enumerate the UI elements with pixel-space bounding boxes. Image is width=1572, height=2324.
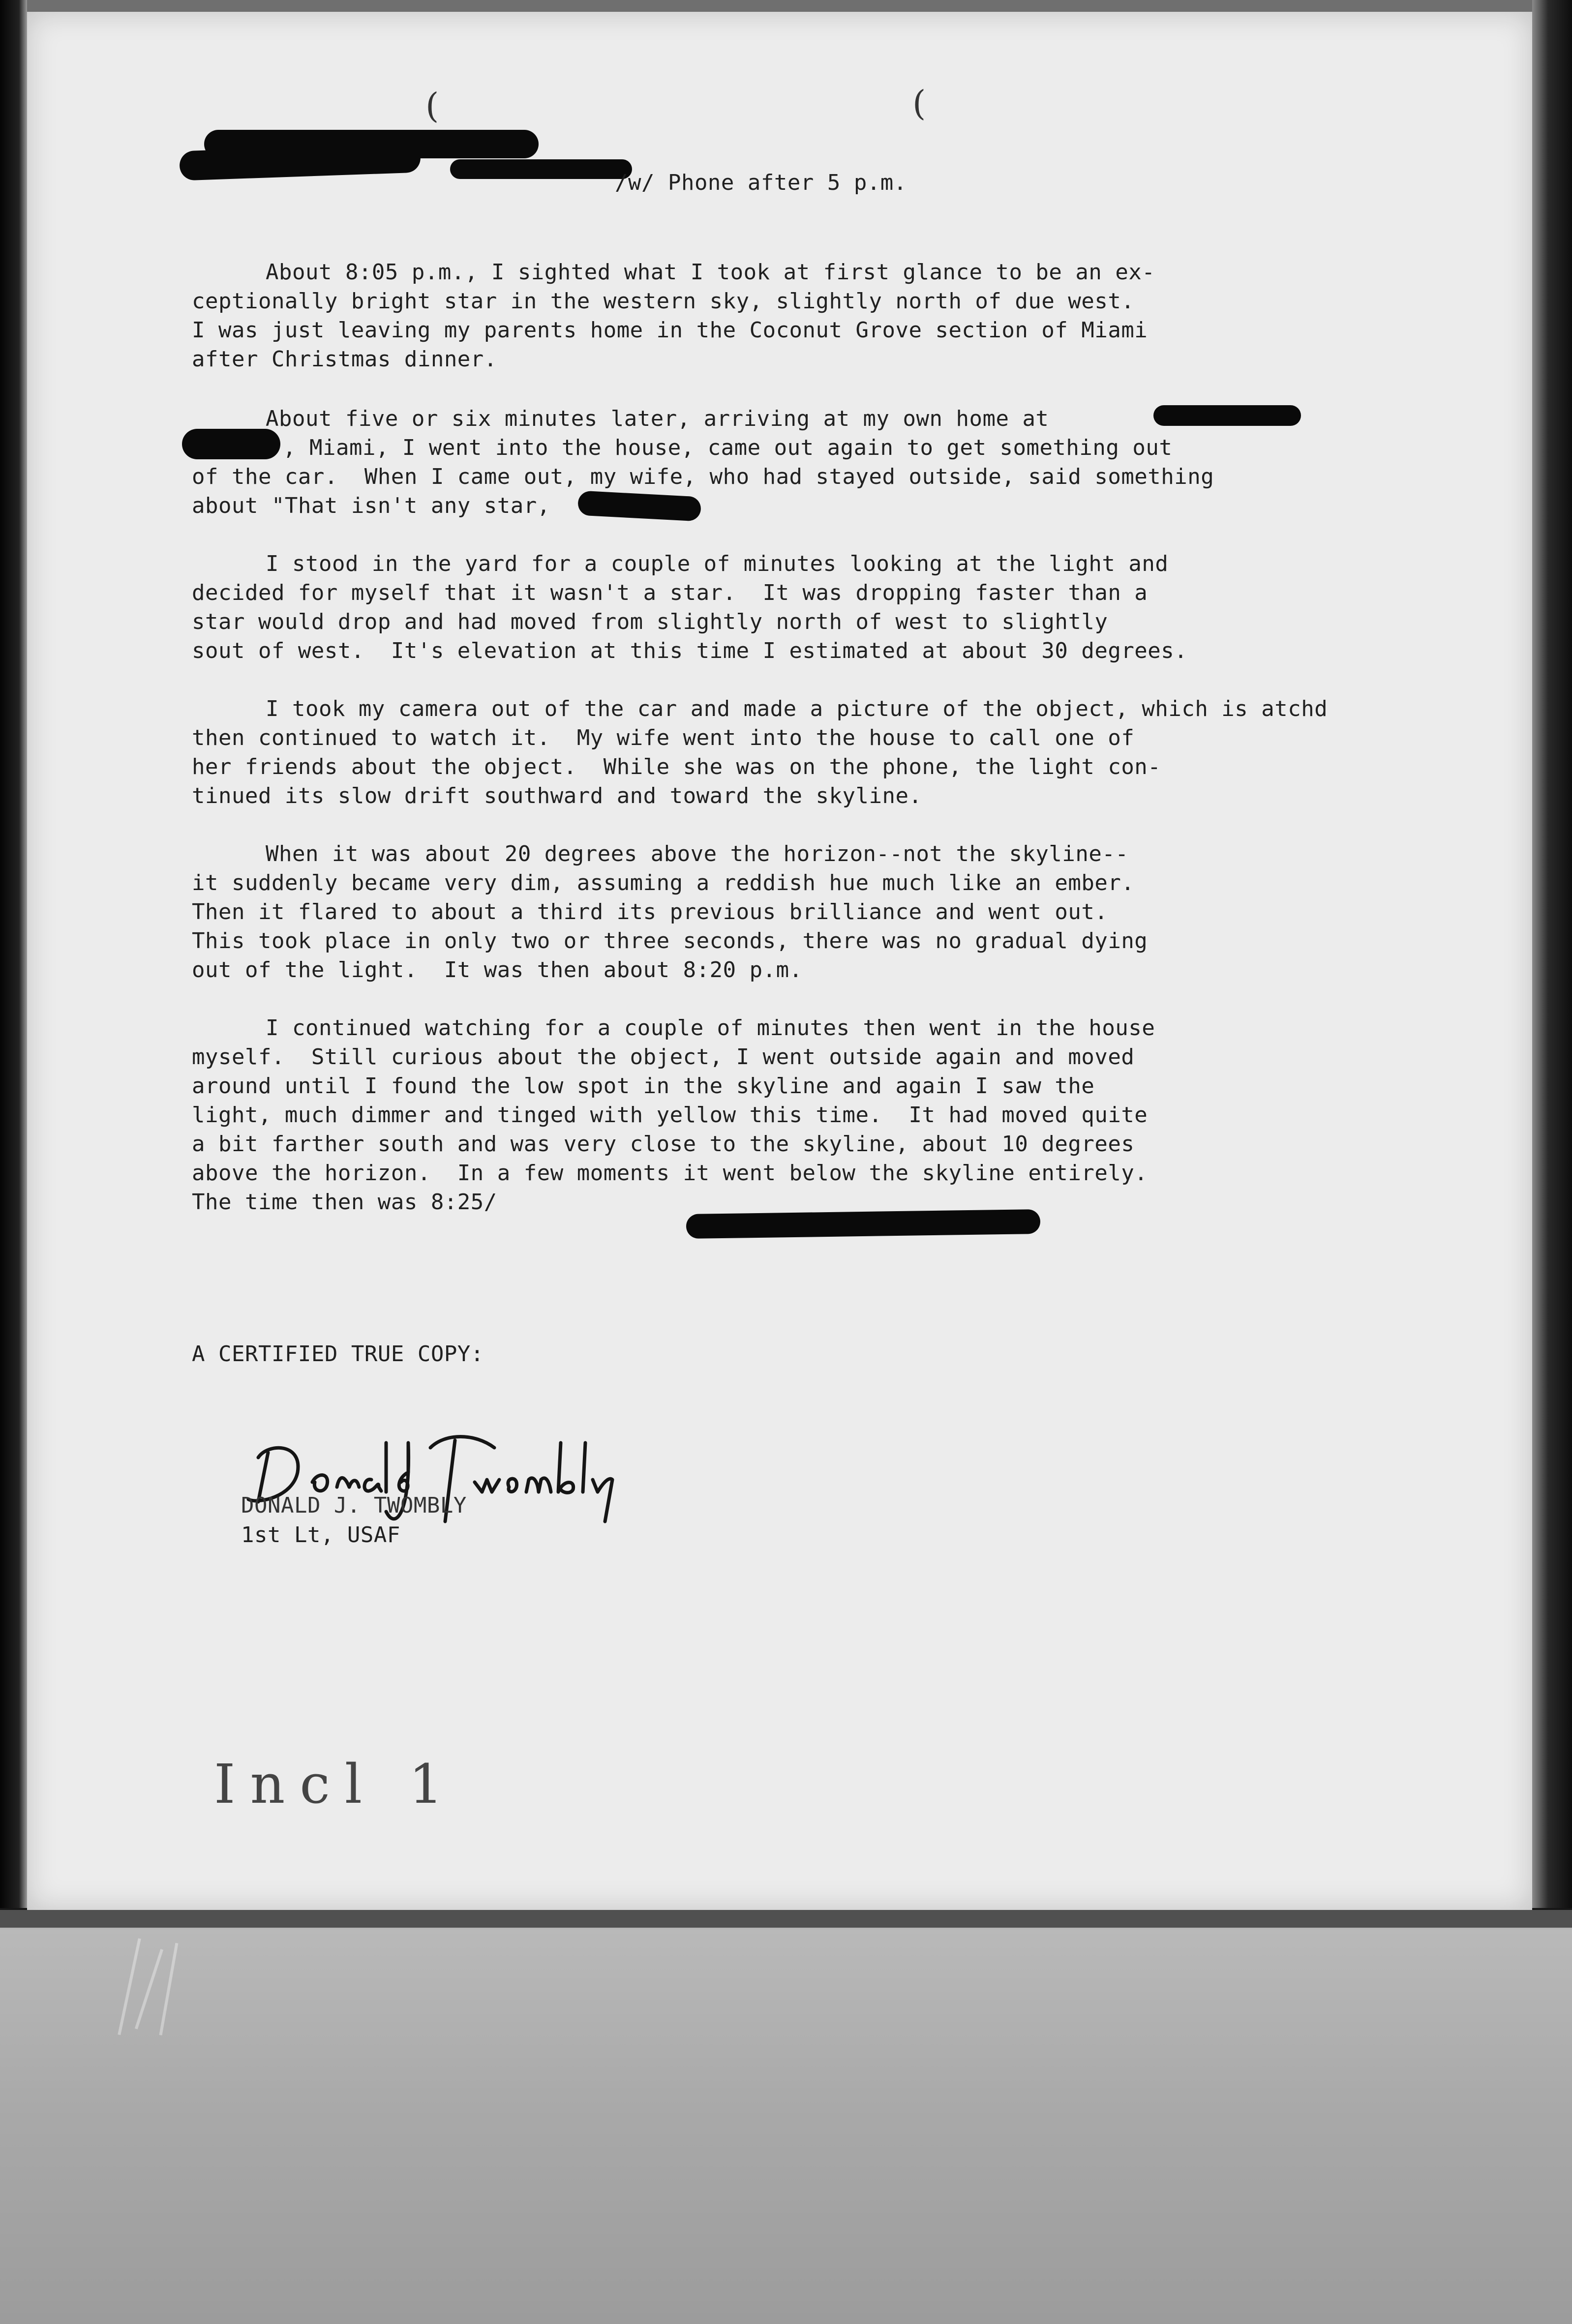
redaction-signature-line: [686, 1209, 1041, 1239]
stray-mark: (: [912, 83, 926, 123]
redaction-address: [182, 429, 280, 459]
phone-note: /w/ Phone after 5 p.m.: [615, 170, 907, 195]
film-edge-top: [0, 0, 1572, 12]
paragraph-6-line-4: light, much dimmer and tinged with yellow this time. It had moved quite: [192, 1102, 1148, 1128]
paragraph-1-line-3: I was just leaving my parents home in the Coconut Grove section of Miami: [192, 318, 1148, 343]
paragraph-5-line-1: When it was about 20 degrees above the horizon--not the skyline--: [266, 841, 1129, 866]
paragraph-2-line-2: , Miami, I went into the house, came out again to get something out: [283, 435, 1173, 460]
paragraph-1-line-4: after Christmas dinner.: [192, 347, 497, 372]
paragraph-6-line-1: I continued watching for a couple of minutes then went in the house: [266, 1015, 1155, 1041]
paragraph-2-line-3: of the car. When I came out, my wife, who had stayed outside, said something: [192, 464, 1214, 489]
paragraph-3-line-4: sout of west. It's elevation at this time I estimated at about 30 degrees.: [192, 638, 1188, 663]
certification-label: A CERTIFIED TRUE COPY:: [192, 1341, 484, 1367]
paragraph-4-line-1: I took my camera out of the car and made a picture of the object, which is atchd: [266, 696, 1328, 721]
paragraph-6-line-2: myself. Still curious about the object, I went outside again and moved: [192, 1044, 1135, 1070]
paragraph-6-line-7: The time then was 8:25/: [192, 1190, 497, 1215]
stray-mark: (: [425, 86, 439, 126]
page-sheet: [27, 12, 1532, 1910]
paragraph-3-line-2: decided for myself that it wasn't a star. It was dropping faster than a: [192, 580, 1148, 605]
redaction-name: [204, 130, 539, 158]
paragraph-3-line-3: star would drop and had moved from slightly north of west to slightly: [192, 609, 1108, 634]
signer-rank: 1st Lt, USAF: [241, 1522, 400, 1548]
paragraph-4-line-3: her friends about the object. While she was on the phone, the light con-: [192, 754, 1161, 779]
paragraph-1-line-1: About 8:05 p.m., I sighted what I took at first glance to be an ex-: [266, 260, 1155, 285]
paragraph-5-line-5: out of the light. It was then about 8:20 p.m.: [192, 957, 803, 983]
paragraph-5-line-4: This took place in only two or three seconds, there was no gradual dying: [192, 928, 1148, 953]
redaction-address: [1153, 405, 1301, 426]
paragraph-5-line-3: Then it flared to about a third its previous brilliance and went out.: [192, 899, 1108, 924]
paragraph-6-line-5: a bit farther south and was very close to the skyline, about 10 degrees: [192, 1132, 1135, 1157]
paragraph-5-line-2: it suddenly became very dim, assuming a reddish hue much like an ember.: [192, 870, 1135, 895]
paragraph-3-line-1: I stood in the yard for a couple of minutes looking at the light and: [266, 551, 1169, 576]
film-edge-bottom: [0, 1910, 1572, 1928]
redaction-name: [577, 490, 701, 521]
film-edge-right: [1532, 0, 1572, 1908]
paragraph-6-line-3: around until I found the low spot in the skyline and again I saw the: [192, 1073, 1095, 1099]
scan-background: [0, 1910, 1572, 2324]
paragraph-2-line-4: about "That isn't any star,: [192, 493, 550, 518]
film-edge-left: [0, 0, 27, 1908]
redaction-address: [450, 159, 632, 179]
signer-name: DONALD J. TWOMBLY: [241, 1493, 467, 1518]
paragraph-2-line-1: About five or six minutes later, arriving at my own home at: [266, 406, 1049, 431]
paragraph-1-line-2: ceptionally bright star in the western sky, slightly north of due west.: [192, 289, 1135, 314]
paragraph-4-line-2: then continued to watch it. My wife went into the house to call one of: [192, 725, 1135, 750]
paragraph-4-line-4: tinued its slow drift southward and toward the skyline.: [192, 783, 922, 808]
handwritten-enclosure-mark: Incl 1: [214, 1753, 458, 1816]
paragraph-6-line-6: above the horizon. In a few moments it went below the skyline entirely.: [192, 1161, 1148, 1186]
